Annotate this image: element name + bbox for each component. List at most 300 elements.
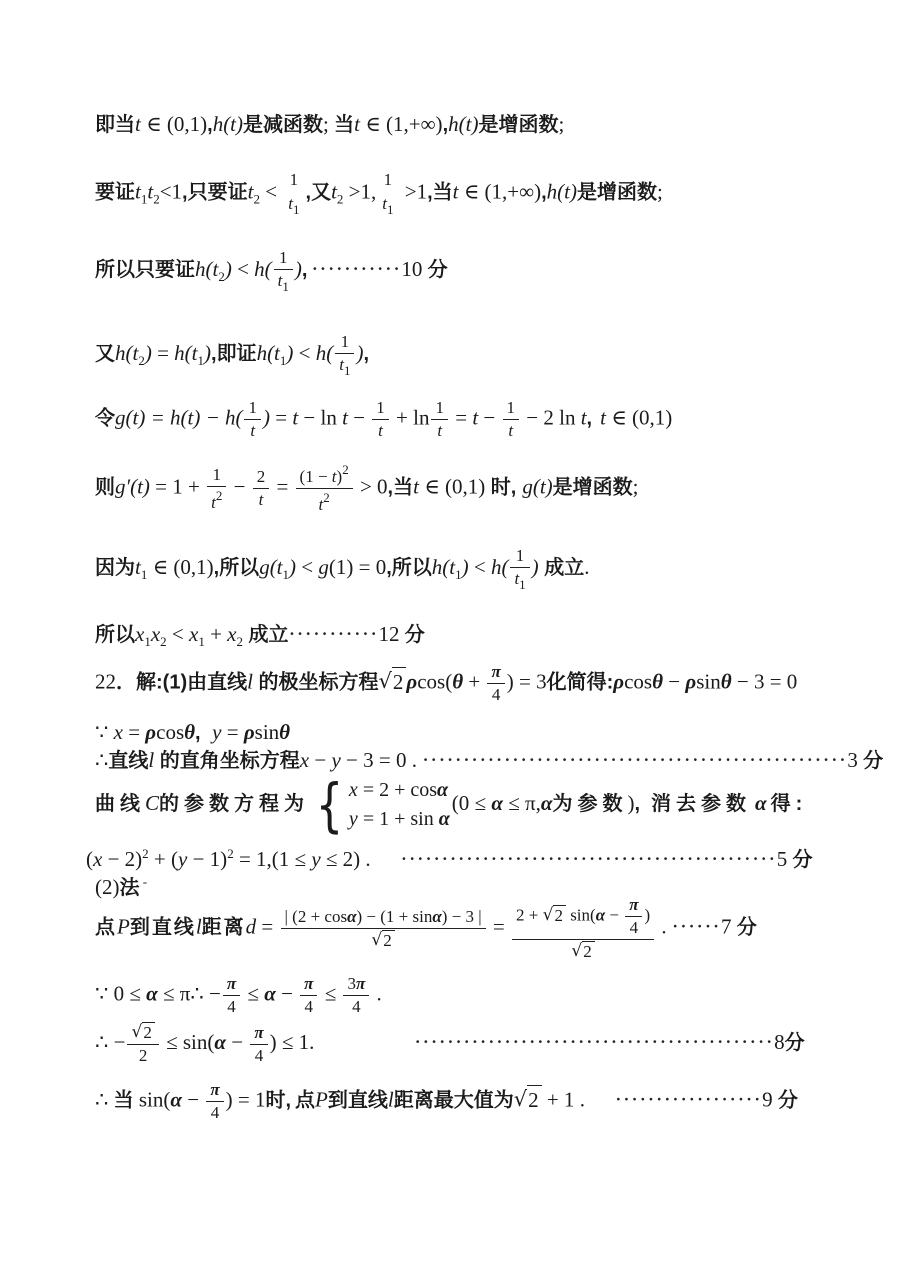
- math-text: −: [605, 905, 624, 925]
- chinese-text: 距离最大值为: [393, 1089, 514, 1112]
- math-variable: t: [339, 355, 344, 375]
- greek-symbol: α: [755, 790, 767, 815]
- chinese-text: 法: [119, 877, 140, 899]
- math-text: 10: [401, 257, 428, 281]
- math-variable: t: [514, 569, 520, 589]
- chinese-text: 的参数方程为: [159, 792, 310, 815]
- chinese-text: 因为: [95, 557, 135, 579]
- math-variable: ): [204, 341, 211, 365]
- cases-row: [349, 776, 450, 805]
- math-text: ∵: [95, 720, 114, 744]
- chinese-text: 所以: [391, 557, 432, 579]
- radical-sign: √: [542, 905, 554, 926]
- math-text: (1 −: [299, 467, 332, 486]
- left-brace: {: [315, 770, 344, 839]
- math-variable: l: [387, 1087, 394, 1112]
- fraction: [300, 974, 317, 1017]
- math-text: <: [293, 341, 316, 365]
- math-variable: l: [195, 914, 202, 939]
- subscript: 1: [387, 202, 394, 218]
- subscript: 1: [197, 353, 204, 368]
- math-text: =: [151, 341, 175, 365]
- math-text: 2 +: [516, 905, 543, 925]
- radicand: [142, 1022, 155, 1043]
- math-text: >1,: [343, 179, 377, 204]
- subscript: 1: [140, 567, 148, 582]
- math-variable: x: [150, 622, 161, 646]
- dot-leader: ···········: [311, 257, 402, 281]
- radical-sign: √: [571, 941, 583, 962]
- math-text: <: [296, 555, 319, 579]
- math-text: ;: [632, 474, 639, 499]
- math-text: 2: [138, 1046, 148, 1066]
- numerator: [487, 662, 504, 684]
- math-text: =: [269, 405, 293, 430]
- math-variable: t: [247, 179, 254, 204]
- math-text: <1: [159, 179, 183, 204]
- subscript: 2: [218, 269, 225, 284]
- greek-symbol: α: [491, 790, 503, 815]
- math-line-3: [95, 248, 448, 294]
- math-text: 4: [304, 997, 314, 1017]
- math-text: 1: [515, 546, 525, 565]
- fraction: [223, 974, 240, 1017]
- math-text: 4: [352, 997, 361, 1017]
- math-text: .: [360, 847, 371, 871]
- math-variable: h(t: [195, 257, 219, 281]
- math-text: −: [228, 474, 251, 499]
- denominator: [343, 996, 369, 1017]
- greek-symbol: α: [170, 1087, 182, 1112]
- subscript: 1: [293, 202, 300, 218]
- math-variable: g(t: [259, 555, 283, 579]
- math-variable: t: [135, 179, 141, 204]
- math-variable: t: [472, 405, 479, 430]
- math-variable: ): [262, 405, 270, 430]
- math-text: > 0: [354, 474, 388, 499]
- math-text: 2: [143, 1023, 152, 1042]
- math-text: ;: [657, 179, 663, 204]
- greek-symbol: π: [355, 974, 366, 993]
- greek-symbol: α: [214, 1029, 226, 1054]
- math-text: + ln: [390, 405, 430, 430]
- chinese-text: 分: [863, 750, 884, 772]
- numerator: [625, 895, 642, 917]
- math-text: 2: [383, 930, 392, 950]
- math-line-8: [95, 620, 425, 656]
- math-text: 2: [392, 670, 404, 695]
- chinese-text: 曲线: [95, 792, 145, 815]
- chinese-text: 分: [736, 916, 759, 939]
- chinese-text: 成立: [538, 557, 585, 579]
- fraction: [343, 974, 369, 1017]
- subscript: 1: [455, 567, 462, 582]
- superscript: 2: [342, 462, 349, 477]
- chinese-text: 又: [95, 343, 115, 365]
- greek-symbol: α: [264, 981, 276, 1006]
- math-text: ∈ (0,1): [418, 474, 486, 499]
- math-variable: ): [356, 341, 364, 365]
- math-variable: d: [245, 914, 257, 939]
- dot-leader: ····················································: [422, 748, 848, 772]
- math-text: = 1 + sin: [357, 808, 439, 830]
- math-variable: t: [413, 474, 419, 499]
- denominator: [250, 1045, 267, 1066]
- math-variable: y: [348, 808, 358, 830]
- math-text: (2): [95, 875, 120, 899]
- denominator: [335, 354, 354, 378]
- math-variable: ): [224, 257, 232, 281]
- greek-symbol: π: [491, 662, 501, 681]
- fraction: [335, 332, 354, 378]
- math-text: sin: [254, 720, 280, 744]
- numerator: [372, 398, 389, 420]
- chinese-text: 分: [404, 624, 425, 646]
- numerator: [300, 974, 317, 996]
- subscript: 2: [253, 191, 260, 207]
- radical-sign: √: [131, 1022, 143, 1042]
- math-text: ≤ π: [157, 981, 191, 1006]
- radical-sign: √: [513, 1087, 528, 1112]
- math-text: +: [463, 669, 486, 694]
- numerator: [250, 1023, 267, 1045]
- chinese-text: 化简得:: [546, 671, 614, 694]
- math-variable: t: [211, 492, 216, 512]
- chinese-text: ,: [213, 557, 220, 579]
- chinese-text: ,: [207, 114, 213, 136]
- math-text: =: [271, 474, 294, 499]
- fraction: [625, 895, 642, 938]
- numerator: [510, 546, 529, 568]
- chinese-text: 即证: [216, 343, 257, 365]
- denominator: [207, 487, 226, 513]
- greek-symbol: θ: [652, 669, 664, 694]
- numerator: [284, 170, 303, 193]
- math-variable: ): [461, 555, 469, 579]
- superscript: 2: [227, 846, 234, 861]
- math-variable: t: [292, 405, 299, 430]
- fraction: [372, 398, 389, 441]
- subscript: 1: [282, 567, 290, 582]
- numerator: [296, 462, 353, 489]
- chinese-text: ,: [634, 792, 646, 815]
- numerator: [244, 398, 261, 420]
- fraction: [253, 467, 270, 510]
- chinese-text: 距离: [201, 916, 246, 939]
- math-variable: t: [378, 421, 383, 441]
- math-variable: t: [288, 194, 294, 214]
- greek-symbol: θ: [279, 720, 291, 744]
- chinese-text: 是增函数: [577, 181, 657, 204]
- math-text: <: [259, 179, 283, 204]
- chinese-text: 令: [95, 407, 115, 430]
- math-text: ): [644, 905, 651, 925]
- denominator: [281, 929, 486, 951]
- math-variable: t: [437, 421, 443, 441]
- fraction: [244, 398, 261, 441]
- math-text: =: [487, 914, 510, 939]
- math-text: −: [478, 405, 501, 430]
- subscript: 2: [138, 353, 145, 368]
- math-text: ∴: [95, 748, 109, 772]
- math-text: ≤ sin(: [160, 1029, 215, 1054]
- math-text: cos: [624, 669, 653, 694]
- math-text: cos: [156, 720, 185, 744]
- cases-group: [311, 770, 450, 839]
- denominator: [487, 684, 504, 705]
- math-text: ∈ (0,1): [605, 405, 673, 430]
- denominator: [206, 1102, 223, 1123]
- chinese-text: 当: [432, 181, 453, 204]
- math-text: 4: [254, 1045, 264, 1065]
- greek-symbol: ρ: [406, 669, 418, 694]
- fraction: [510, 546, 529, 592]
- cases-row: [349, 805, 450, 834]
- numerator: [127, 1022, 158, 1045]
- chinese-text: 的极坐标方程: [252, 671, 379, 694]
- chinese-text: ,: [195, 722, 207, 744]
- subscript: 2: [336, 191, 344, 207]
- math-text: ;: [558, 112, 565, 136]
- math-text: 4: [491, 685, 501, 705]
- math-text: 7: [720, 914, 737, 939]
- math-text: ): [627, 790, 635, 815]
- greek-symbol: π: [254, 1022, 264, 1042]
- chinese-text: 直线: [108, 750, 149, 772]
- chinese-text: ,: [510, 476, 517, 499]
- greek-symbol: α: [437, 779, 449, 801]
- math-variable: y: [178, 847, 188, 871]
- math-variable: t: [331, 467, 337, 486]
- math-variable: t: [382, 194, 387, 214]
- math-text: 1: [376, 398, 385, 417]
- chinese-text: ,: [363, 343, 370, 365]
- fraction: [378, 170, 397, 217]
- chinese-text: 时: [265, 1089, 286, 1112]
- fraction: [274, 248, 293, 294]
- math-text: 4: [227, 997, 236, 1017]
- math-variable: h(t): [546, 179, 577, 204]
- superscript: 2: [323, 490, 330, 506]
- denominator: [284, 193, 303, 217]
- math-line-7: [95, 546, 589, 592]
- math-variable: t: [600, 405, 606, 430]
- math-line-15: [95, 895, 759, 962]
- math-variable: C: [145, 790, 160, 815]
- math-text: =: [122, 720, 146, 744]
- denominator: [274, 270, 293, 294]
- math-text: .: [371, 981, 382, 1006]
- math-variable: t: [452, 179, 459, 204]
- math-text: .: [309, 1029, 315, 1054]
- chinese-text: ,: [387, 476, 394, 499]
- math-text: + 1: [541, 1087, 575, 1112]
- radicand: [553, 905, 566, 926]
- numerator: [253, 467, 270, 489]
- math-line-13: [86, 840, 813, 874]
- chinese-text: 要证: [95, 181, 135, 204]
- math-variable: h(: [490, 555, 509, 579]
- math-variable: t: [135, 555, 141, 579]
- numerator: [223, 974, 240, 996]
- math-text: ∈ (1,+∞): [458, 179, 542, 204]
- math-text: ) − (1 + sin: [356, 906, 433, 926]
- math-variable: x: [93, 847, 103, 871]
- greek-symbol: α: [432, 906, 442, 926]
- greek-symbol: ρ: [685, 669, 697, 694]
- chinese-text: ,: [586, 407, 593, 430]
- denominator: [431, 420, 448, 441]
- greek-symbol: α: [595, 905, 606, 925]
- chinese-text: ,: [386, 557, 392, 579]
- greek-symbol: ρ: [243, 720, 255, 744]
- chinese-text: 所以: [95, 624, 135, 646]
- subscript: 2: [160, 634, 167, 649]
- math-text: ;: [323, 112, 335, 136]
- math-line-6: [95, 462, 639, 515]
- subscript: 2: [236, 634, 243, 649]
- math-text: >1: [399, 179, 428, 204]
- math-text: 1: [279, 248, 288, 267]
- radical-sign: √: [371, 929, 383, 950]
- math-text: | (2 + cos: [284, 906, 348, 926]
- numerator: [335, 332, 354, 354]
- math-variable: y: [212, 720, 222, 744]
- math-text: ∈ (0,1): [140, 112, 208, 136]
- math-text: + (: [148, 847, 179, 871]
- chinese-text: 分: [784, 1031, 805, 1054]
- math-text: ∵ 0 ≤: [95, 981, 147, 1006]
- math-text: 22: [95, 669, 116, 694]
- denominator: [253, 489, 270, 510]
- chinese-text: 又: [311, 181, 332, 204]
- math-variable: y: [331, 748, 341, 772]
- math-line-17: [95, 1022, 805, 1066]
- math-variable: h(t): [212, 112, 244, 136]
- math-text: − 2 ln: [521, 405, 581, 430]
- math-variable: t: [250, 421, 256, 441]
- math-text: cos(: [417, 669, 453, 694]
- math-text: +: [204, 622, 228, 646]
- math-text: = 1,(1 ≤: [233, 847, 312, 871]
- denominator: [378, 193, 397, 217]
- chinese-text: ,: [442, 114, 449, 136]
- math-text: −: [182, 1087, 205, 1112]
- math-line-1: [95, 110, 564, 139]
- radicand: [382, 930, 395, 951]
- radical: [379, 667, 407, 696]
- math-variable: x: [227, 622, 237, 646]
- math-text: ≤ 2): [320, 847, 361, 871]
- radical-sign: √: [378, 669, 392, 694]
- math-variable: t: [258, 490, 264, 510]
- math-line-2: [95, 170, 663, 217]
- math-text: 2: [528, 1088, 539, 1113]
- greek-symbol: θ: [452, 669, 464, 694]
- greek-symbol: α: [146, 981, 158, 1006]
- chinese-text: 分: [427, 259, 448, 281]
- math-line-4: [95, 332, 369, 378]
- dot-leader: ··················: [614, 1087, 763, 1112]
- chinese-text: 的直角坐标方程: [154, 750, 300, 772]
- subscript: 2: [153, 191, 160, 207]
- math-text: ) − 3 |: [441, 906, 482, 926]
- math-variable: l: [247, 669, 253, 694]
- chinese-text: 当: [113, 1089, 134, 1112]
- math-variable: t: [318, 495, 324, 515]
- math-variable: x: [299, 748, 310, 772]
- math-text: − 2): [102, 847, 143, 871]
- math-variable: t: [580, 405, 587, 430]
- greek-symbol: α: [347, 906, 357, 926]
- math-text: 8: [774, 1029, 785, 1054]
- math-line-11: [95, 746, 883, 775]
- radical: [371, 930, 394, 951]
- chinese-text: 成立: [243, 624, 289, 646]
- superscript: 2: [215, 487, 223, 503]
- math-variable: ): [289, 555, 297, 579]
- math-text: 1: [340, 332, 350, 351]
- radicand: [392, 667, 407, 696]
- math-line-18: [95, 1080, 798, 1123]
- math-variable: g: [318, 555, 329, 579]
- chinese-text: 为参数: [552, 792, 628, 815]
- math-text: − ln: [298, 405, 343, 430]
- dot-leader: ············································: [414, 1029, 775, 1054]
- math-text: −: [663, 669, 686, 694]
- numerator: [512, 895, 654, 940]
- fraction: [281, 907, 486, 951]
- radical: [514, 1085, 542, 1114]
- math-line-9: [95, 662, 797, 705]
- math-text: <: [166, 622, 189, 646]
- math-text: 2: [583, 942, 592, 962]
- chinese-text: 则: [95, 476, 115, 499]
- numerator: [206, 1080, 223, 1102]
- math-text: 2: [554, 906, 563, 926]
- fraction: [487, 662, 504, 705]
- math-text: −: [347, 405, 371, 430]
- subscript: 1: [279, 353, 287, 368]
- math-text: 12: [378, 622, 405, 646]
- math-text: =: [221, 720, 244, 744]
- math-text: ) ≤ 1: [269, 1029, 310, 1054]
- math-text: 1: [289, 170, 299, 189]
- denominator: [244, 420, 261, 441]
- chinese-text: 点: [295, 1089, 316, 1112]
- math-text: .: [656, 914, 672, 939]
- math-text: 1: [435, 398, 444, 417]
- denominator: [510, 568, 529, 592]
- math-text: 3: [847, 748, 864, 772]
- math-text: (1) = 0: [328, 555, 387, 579]
- math-text: 2: [256, 467, 266, 486]
- math-text: ∴ −: [95, 1029, 126, 1054]
- math-text: ) = 3: [506, 669, 547, 694]
- math-text: .: [584, 555, 590, 579]
- math-text: ∴: [95, 1087, 114, 1112]
- math-variable: h(t): [448, 112, 479, 136]
- chinese-text: 分: [777, 1089, 798, 1112]
- chinese-text: 即当: [95, 114, 135, 136]
- chinese-text: 点: [95, 916, 117, 939]
- chinese-text: 当: [393, 476, 414, 499]
- math-variable: t: [147, 179, 154, 204]
- math-variable: h(t: [256, 341, 280, 365]
- math-text: − 3 = 0: [731, 669, 798, 694]
- math-text: ≤ π,: [502, 790, 541, 815]
- chinese-text: ,: [305, 181, 312, 204]
